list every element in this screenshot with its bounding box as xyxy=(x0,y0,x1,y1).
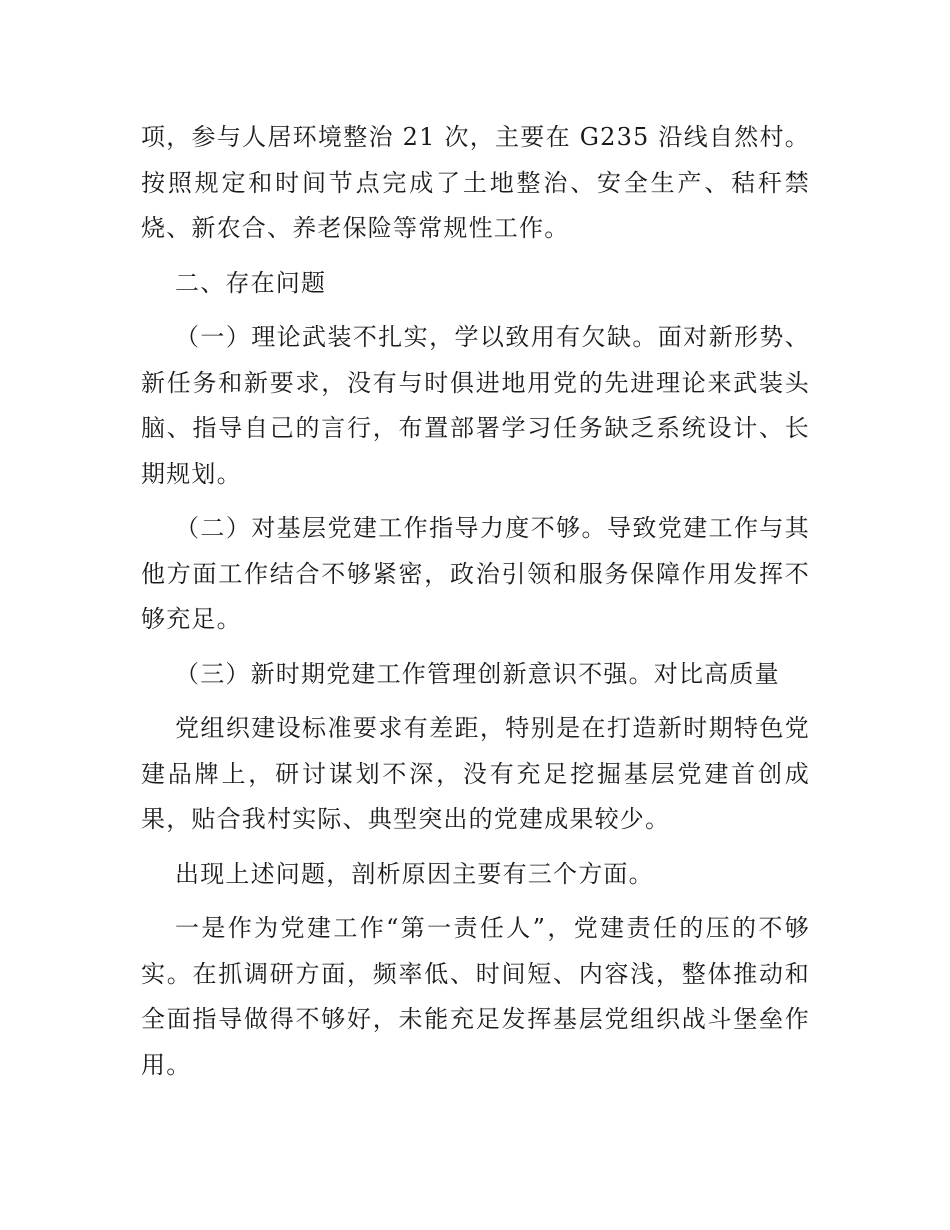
section-heading-problems: 二、存在问题 xyxy=(175,268,327,297)
paragraph-continuation: 项，参与人居环境整治 21 次，主要在 G235 沿线自然村。按照规定和时间节点完成了土地整治、安全生产、秸秆禁烧、新农合、养老保险等常规性工作。 xyxy=(141,123,810,242)
paragraph-cause-intro: 出现上述问题，剖析原因主要有三个方面。 xyxy=(175,859,654,888)
paragraph-problem-3: （三）新时期党建工作管理创新意识不强。对比高质量 xyxy=(175,659,780,688)
paragraph-cause-1: 一是作为党建工作“第一责任人”，党建责任的压的不够实。在抓调研方面，频率低、时间短、内容浅，整体推动和全面指导做得不够好，未能充足发挥基层党组织战斗堡垒作用。 xyxy=(141,914,810,1079)
document-body xyxy=(141,115,810,1097)
paragraph-problem-2: （二）对基层党建工作指导力度不够。导致党建工作与其他方面工作结合不够紧密，政治引领和服务保障作用发挥不够充足。 xyxy=(141,514,810,633)
paragraph-problem-1: （一）理论武装不扎实，学以致用有欠缺。面对新形势、新任务和新要求，没有与时俱进地用党的先进理论来武装头脑、指导自己的言行，布置部署学习任务缺乏系统设计、长期规划。 xyxy=(141,323,810,488)
paragraph-problem-3-continued: 党组织建设标准要求有差距，特别是在打造新时期特色党建品牌上，研讨谋划不深，没有充足挖掘基层党建首创成果，贴合我村实际、典型突出的党建成果较少。 xyxy=(141,714,810,833)
